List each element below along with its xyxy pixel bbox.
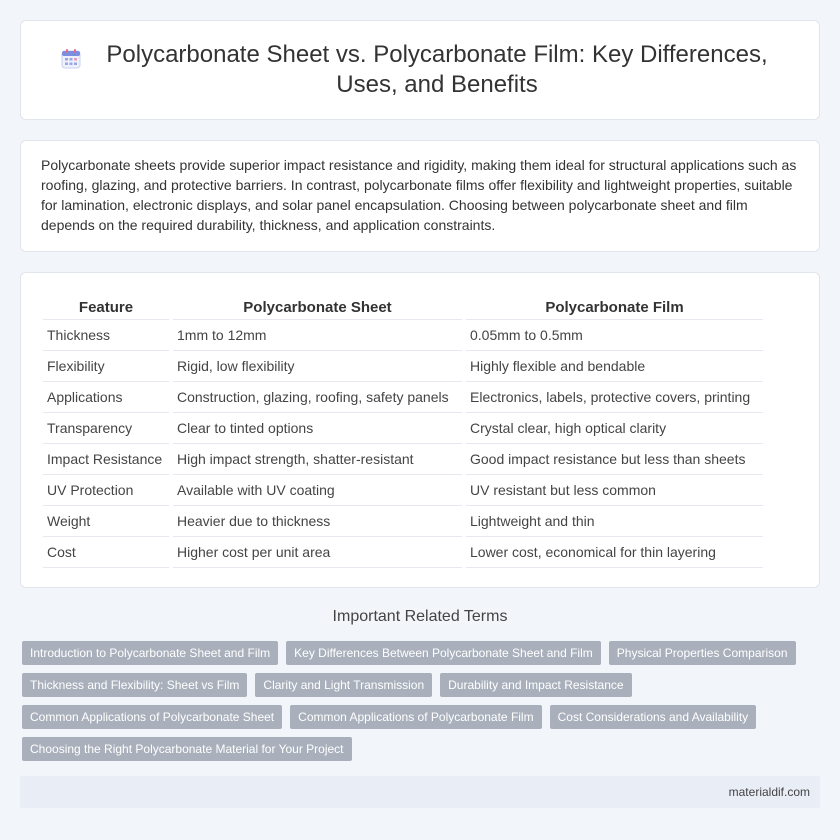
table-cell: Thickness [43,320,169,351]
header-card [20,20,820,120]
table-cell: UV Protection [43,475,169,506]
related-term-tag[interactable]: Durability and Impact Resistance [440,673,631,697]
table-cell: Rigid, low flexibility [173,351,462,382]
column-header-feature: Feature [43,293,169,320]
related-term-tag[interactable]: Introduction to Polycarbonate Sheet and Film [22,641,278,665]
table-header-row [43,293,763,320]
table-cell: Clear to tinted options [173,413,462,444]
related-term-tag[interactable]: Clarity and Light Transmission [255,673,432,697]
table-cell: Heavier due to thickness [173,506,462,537]
calendar-icon [60,48,82,70]
column-header-sheet: Polycarbonate Sheet [173,293,462,320]
intro-card [20,140,820,252]
table-cell: Lower cost, economical for thin layering [466,537,763,568]
table-cell: Construction, glazing, roofing, safety panels [173,382,462,413]
table-row [43,506,763,537]
table-cell: Electronics, labels, protective covers, printing [466,382,763,413]
related-term-tag[interactable]: Thickness and Flexibility: Sheet vs Film [22,673,247,697]
table-cell: 0.05mm to 0.5mm [466,320,763,351]
table-row [43,444,763,475]
table-cell: Available with UV coating [173,475,462,506]
related-term-tag[interactable]: Common Applications of Polycarbonate Film [290,705,541,729]
page-title: Polycarbonate Sheet vs. Polycarbonate Film: Key Differences, Uses, and Benefits [106,41,768,98]
column-header-film: Polycarbonate Film [466,293,763,320]
table-cell: Weight [43,506,169,537]
table-cell: Applications [43,382,169,413]
related-terms-list [22,641,822,761]
related-term-tag[interactable]: Key Differences Between Polycarbonate Sheet and Film [286,641,601,665]
table-cell: Impact Resistance [43,444,169,475]
related-terms-title: Important Related Terms [332,608,508,625]
table-cell: Transparency [43,413,169,444]
table-cell: Higher cost per unit area [173,537,462,568]
table-cell: Cost [43,537,169,568]
table-cell: Flexibility [43,351,169,382]
related-term-tag[interactable]: Physical Properties Comparison [609,641,796,665]
table-cell: High impact strength, shatter-resistant [173,444,462,475]
table-cell: Lightweight and thin [466,506,763,537]
footer-site-link[interactable]: materialdif.com [728,785,810,799]
comparison-table [39,293,767,568]
table-cell: Crystal clear, high optical clarity [466,413,763,444]
related-term-tag[interactable]: Common Applications of Polycarbonate Sheet [22,705,282,729]
table-row [43,475,763,506]
intro-paragraph: Polycarbonate sheets provide superior impact resistance and rigidity, making them ideal for structural applications such as roofing, glazing, and protective barriers. In contrast, polycarbonate films offer flexibility and lightweight properties, suitable for lamination, electronic displays, and solar panel encapsulation. Choosing between polycarbonate sheet and film depends on the required durability, thickness, and application constraints. [41,157,797,233]
table-cell: Good impact resistance but less than sheets [466,444,763,475]
table-row [43,382,763,413]
table-row [43,537,763,568]
table-cell: Highly flexible and bendable [466,351,763,382]
related-term-tag[interactable]: Cost Considerations and Availability [550,705,757,729]
table-row [43,320,763,351]
comparison-card [20,272,820,588]
table-row [43,351,763,382]
table-cell: 1mm to 12mm [173,320,462,351]
related-term-tag[interactable]: Choosing the Right Polycarbonate Material for Your Project [22,737,352,761]
table-row [43,413,763,444]
footer [20,776,820,808]
table-cell: UV resistant but less common [466,475,763,506]
